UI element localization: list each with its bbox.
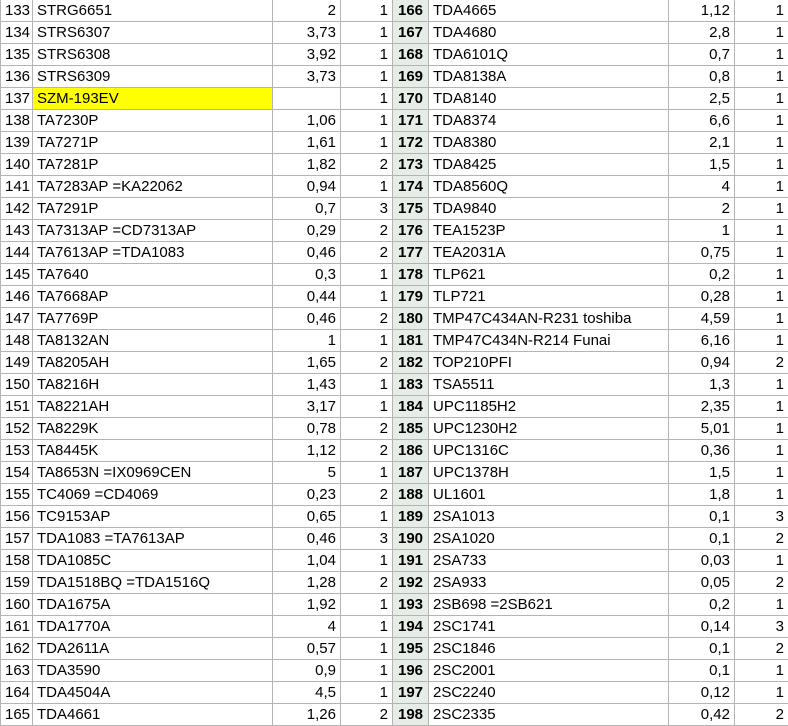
row-number-left: 156 — [1, 506, 33, 528]
row-number-left: 155 — [1, 484, 33, 506]
quantity-cell-right[interactable]: 1 — [735, 484, 788, 506]
part-name-cell-right[interactable]: TDA9840 — [429, 198, 669, 220]
row-number-right: 186 — [393, 440, 429, 462]
quantity-cell-right[interactable]: 2 — [735, 572, 788, 594]
price-cell-left[interactable]: 1,26 — [273, 704, 341, 726]
price-cell-right[interactable]: 1,3 — [669, 374, 735, 396]
price-cell-left[interactable]: 1,06 — [273, 110, 341, 132]
part-name-cell-left[interactable]: TDA2611A — [33, 638, 273, 660]
part-name-cell-left[interactable]: TA7291P — [33, 198, 273, 220]
table-row — [1, 682, 788, 704]
quantity-cell-left[interactable]: 2 — [341, 440, 393, 462]
row-number-right: 185 — [393, 418, 429, 440]
quantity-cell-left[interactable]: 2 — [341, 308, 393, 330]
quantity-cell-left[interactable]: 2 — [341, 154, 393, 176]
table-row — [1, 88, 788, 110]
part-name-cell-right[interactable]: UPC1378H — [429, 462, 669, 484]
part-name-cell-right[interactable]: 2SA1013 — [429, 506, 669, 528]
quantity-cell-right[interactable]: 1 — [735, 22, 788, 44]
part-name-cell-right[interactable]: UPC1230H2 — [429, 418, 669, 440]
quantity-cell-right[interactable]: 1 — [735, 418, 788, 440]
quantity-cell-left[interactable]: 1 — [341, 462, 393, 484]
price-cell-left[interactable]: 2 — [273, 0, 341, 22]
quantity-cell-right[interactable]: 3 — [735, 616, 788, 638]
quantity-cell-right[interactable]: 1 — [735, 286, 788, 308]
price-cell-left[interactable]: 0,65 — [273, 506, 341, 528]
price-cell-left[interactable]: 0,78 — [273, 418, 341, 440]
part-name-cell-left[interactable]: TA8221AH — [33, 396, 273, 418]
row-number-left: 145 — [1, 264, 33, 286]
quantity-cell-left[interactable]: 2 — [341, 220, 393, 242]
part-name-cell-left[interactable]: TC9153AP — [33, 506, 273, 528]
table-row — [1, 22, 788, 44]
price-cell-right[interactable]: 1,5 — [669, 462, 735, 484]
row-number-right: 180 — [393, 308, 429, 330]
quantity-cell-left[interactable]: 1 — [341, 264, 393, 286]
quantity-cell-left[interactable]: 1 — [341, 616, 393, 638]
part-name-cell-left[interactable]: TA7668AP — [33, 286, 273, 308]
row-number-left: 138 — [1, 110, 33, 132]
price-cell-right[interactable]: 0,36 — [669, 440, 735, 462]
price-cell-left[interactable]: 0,23 — [273, 484, 341, 506]
row-number-right: 166 — [393, 0, 429, 22]
quantity-cell-right[interactable]: 1 — [735, 682, 788, 704]
row-number-left: 143 — [1, 220, 33, 242]
part-name-cell-right[interactable]: TEA2031A — [429, 242, 669, 264]
price-cell-right[interactable]: 2,35 — [669, 396, 735, 418]
price-cell-right[interactable]: 0,14 — [669, 616, 735, 638]
quantity-cell-right[interactable]: 1 — [735, 198, 788, 220]
row-number-right: 167 — [393, 22, 429, 44]
part-name-cell-right[interactable]: TDA8374 — [429, 110, 669, 132]
price-cell-right[interactable]: 0,8 — [669, 66, 735, 88]
row-number-left: 151 — [1, 396, 33, 418]
price-cell-left[interactable]: 0,94 — [273, 176, 341, 198]
row-number-right: 190 — [393, 528, 429, 550]
part-name-cell-right[interactable]: 2SB698 =2SB621 — [429, 594, 669, 616]
table-row — [1, 352, 788, 374]
quantity-cell-left[interactable]: 1 — [341, 374, 393, 396]
part-name-cell-right[interactable]: TDA8138A — [429, 66, 669, 88]
quantity-cell-left[interactable]: 1 — [341, 550, 393, 572]
table-row — [1, 220, 788, 242]
quantity-cell-left[interactable]: 1 — [341, 132, 393, 154]
row-number-right: 171 — [393, 110, 429, 132]
row-number-left: 157 — [1, 528, 33, 550]
row-number-right: 172 — [393, 132, 429, 154]
price-cell-left[interactable]: 5 — [273, 462, 341, 484]
table-row — [1, 638, 788, 660]
row-number-right: 192 — [393, 572, 429, 594]
quantity-cell-left[interactable]: 1 — [341, 110, 393, 132]
row-number-left: 144 — [1, 242, 33, 264]
row-number-left: 148 — [1, 330, 33, 352]
quantity-cell-right[interactable]: 1 — [735, 110, 788, 132]
price-cell-right[interactable]: 0,42 — [669, 704, 735, 726]
part-name-cell-right[interactable]: 2SA1020 — [429, 528, 669, 550]
price-cell-right[interactable]: 0,1 — [669, 660, 735, 682]
price-cell-right[interactable]: 2,5 — [669, 88, 735, 110]
part-name-cell-right[interactable]: 2SA733 — [429, 550, 669, 572]
table-row — [1, 594, 788, 616]
part-name-cell-right[interactable]: TDA4665 — [429, 0, 669, 22]
quantity-cell-right[interactable]: 1 — [735, 66, 788, 88]
quantity-cell-left[interactable]: 2 — [341, 572, 393, 594]
part-name-cell-left[interactable]: TDA1085C — [33, 550, 273, 572]
row-number-left: 160 — [1, 594, 33, 616]
quantity-cell-left[interactable]: 1 — [341, 0, 393, 22]
price-cell-left[interactable]: 4 — [273, 616, 341, 638]
price-cell-left[interactable]: 3,73 — [273, 22, 341, 44]
price-cell-left[interactable]: 0,46 — [273, 528, 341, 550]
row-number-left: 154 — [1, 462, 33, 484]
part-name-cell-right[interactable]: TMP47C434N-R214 Funai — [429, 330, 669, 352]
quantity-cell-right[interactable]: 1 — [735, 220, 788, 242]
quantity-cell-right[interactable]: 1 — [735, 132, 788, 154]
price-cell-left[interactable]: 1 — [273, 330, 341, 352]
quantity-cell-right[interactable]: 1 — [735, 440, 788, 462]
part-name-cell-left[interactable]: TA7640 — [33, 264, 273, 286]
row-number-left: 165 — [1, 704, 33, 726]
quantity-cell-left[interactable]: 1 — [341, 88, 393, 110]
price-cell-right[interactable]: 6,6 — [669, 110, 735, 132]
price-cell-right[interactable]: 0,1 — [669, 506, 735, 528]
part-name-cell-left[interactable]: TDA4504A — [33, 682, 273, 704]
quantity-cell-left[interactable]: 1 — [341, 22, 393, 44]
part-name-cell-left[interactable]: TDA3590 — [33, 660, 273, 682]
row-number-right: 187 — [393, 462, 429, 484]
row-number-right: 176 — [393, 220, 429, 242]
table-row — [1, 660, 788, 682]
row-number-left: 140 — [1, 154, 33, 176]
row-number-right: 196 — [393, 660, 429, 682]
row-number-right: 179 — [393, 286, 429, 308]
table-row — [1, 308, 788, 330]
quantity-cell-left[interactable]: 1 — [341, 506, 393, 528]
price-cell-left[interactable]: 1,43 — [273, 374, 341, 396]
price-cell-right[interactable]: 0,05 — [669, 572, 735, 594]
row-number-left: 134 — [1, 22, 33, 44]
price-cell-right[interactable]: 4,59 — [669, 308, 735, 330]
row-number-right: 193 — [393, 594, 429, 616]
quantity-cell-right[interactable]: 2 — [735, 352, 788, 374]
price-cell-right[interactable]: 0,2 — [669, 594, 735, 616]
table-row — [1, 396, 788, 418]
table-row — [1, 330, 788, 352]
row-number-right: 195 — [393, 638, 429, 660]
price-cell-right[interactable]: 0,94 — [669, 352, 735, 374]
table-row — [1, 176, 788, 198]
price-cell-left[interactable]: 0,29 — [273, 220, 341, 242]
part-name-cell-left[interactable]: TA8132AN — [33, 330, 273, 352]
part-name-cell-left[interactable]: TA7613AP =TDA1083 — [33, 242, 273, 264]
part-name-cell-left[interactable]: TA8205AH — [33, 352, 273, 374]
quantity-cell-right[interactable]: 1 — [735, 308, 788, 330]
price-cell-left[interactable]: 0,7 — [273, 198, 341, 220]
table-body — [1, 0, 788, 726]
quantity-cell-right[interactable]: 1 — [735, 396, 788, 418]
part-name-cell-right[interactable]: 2SC1846 — [429, 638, 669, 660]
row-number-left: 152 — [1, 418, 33, 440]
table-row — [1, 44, 788, 66]
price-cell-right[interactable]: 4 — [669, 176, 735, 198]
part-name-cell-left[interactable]: STRG6651 — [33, 0, 273, 22]
row-number-left: 142 — [1, 198, 33, 220]
price-cell-left[interactable]: 0,46 — [273, 308, 341, 330]
price-cell-left[interactable]: 3,73 — [273, 66, 341, 88]
table-row — [1, 440, 788, 462]
table-row — [1, 374, 788, 396]
quantity-cell-right[interactable]: 1 — [735, 176, 788, 198]
part-name-cell-left[interactable]: TA7271P — [33, 132, 273, 154]
table-row — [1, 0, 788, 22]
quantity-cell-right[interactable]: 2 — [735, 638, 788, 660]
quantity-cell-right[interactable]: 1 — [735, 594, 788, 616]
price-cell-left[interactable]: 0,9 — [273, 660, 341, 682]
table-row — [1, 704, 788, 726]
row-number-right: 170 — [393, 88, 429, 110]
part-name-cell-left[interactable]: TDA1675A — [33, 594, 273, 616]
quantity-cell-left[interactable]: 1 — [341, 66, 393, 88]
price-cell-left[interactable]: 1,28 — [273, 572, 341, 594]
price-cell-right[interactable]: 0,75 — [669, 242, 735, 264]
quantity-cell-right[interactable]: 1 — [735, 374, 788, 396]
row-number-left: 141 — [1, 176, 33, 198]
table-row — [1, 572, 788, 594]
part-name-cell-right[interactable]: TLP621 — [429, 264, 669, 286]
table-row — [1, 242, 788, 264]
part-name-cell-right[interactable]: TDA8425 — [429, 154, 669, 176]
price-cell-right[interactable]: 0,03 — [669, 550, 735, 572]
price-cell-left[interactable]: 0,3 — [273, 264, 341, 286]
part-name-cell-left[interactable]: TA8445K — [33, 440, 273, 462]
quantity-cell-right[interactable]: 2 — [735, 704, 788, 726]
quantity-cell-left[interactable]: 1 — [341, 44, 393, 66]
price-cell-left[interactable]: 3,17 — [273, 396, 341, 418]
price-cell-right[interactable]: 0,12 — [669, 682, 735, 704]
table-row — [1, 484, 788, 506]
row-number-right: 198 — [393, 704, 429, 726]
price-cell-right[interactable]: 2 — [669, 198, 735, 220]
row-number-right: 188 — [393, 484, 429, 506]
part-name-cell-right[interactable]: 2SC2240 — [429, 682, 669, 704]
row-number-left: 153 — [1, 440, 33, 462]
quantity-cell-right[interactable]: 1 — [735, 330, 788, 352]
part-name-cell-left[interactable]: STRS6307 — [33, 22, 273, 44]
part-name-cell-left[interactable]: TA7230P — [33, 110, 273, 132]
row-number-right: 174 — [393, 176, 429, 198]
price-cell-right[interactable]: 0,2 — [669, 264, 735, 286]
row-number-left: 164 — [1, 682, 33, 704]
quantity-cell-right[interactable]: 3 — [735, 506, 788, 528]
row-number-left: 139 — [1, 132, 33, 154]
price-cell-left[interactable]: 0,44 — [273, 286, 341, 308]
part-name-cell-left[interactable]: TA7769P — [33, 308, 273, 330]
table-row — [1, 616, 788, 638]
row-number-left: 135 — [1, 44, 33, 66]
price-cell-right[interactable]: 0,7 — [669, 44, 735, 66]
part-name-cell-right[interactable]: TOP210PFI — [429, 352, 669, 374]
part-name-cell-left[interactable]: TA7313AP =CD7313AP — [33, 220, 273, 242]
part-name-cell-left[interactable]: TA8229K — [33, 418, 273, 440]
quantity-cell-right[interactable]: 1 — [735, 44, 788, 66]
price-cell-left[interactable]: 1,82 — [273, 154, 341, 176]
price-cell-right[interactable]: 6,16 — [669, 330, 735, 352]
quantity-cell-left[interactable]: 1 — [341, 682, 393, 704]
part-name-cell-right[interactable]: TSA5511 — [429, 374, 669, 396]
table-row — [1, 198, 788, 220]
table-row — [1, 154, 788, 176]
row-number-right: 183 — [393, 374, 429, 396]
row-number-left: 133 — [1, 0, 33, 22]
quantity-cell-right[interactable]: 1 — [735, 264, 788, 286]
table-row — [1, 286, 788, 308]
table-row — [1, 528, 788, 550]
row-number-left: 158 — [1, 550, 33, 572]
quantity-cell-right[interactable]: 2 — [735, 528, 788, 550]
quantity-cell-right[interactable]: 1 — [735, 0, 788, 22]
part-name-cell-right[interactable]: TDA8560Q — [429, 176, 669, 198]
table-row — [1, 132, 788, 154]
row-number-left: 149 — [1, 352, 33, 374]
table-row — [1, 110, 788, 132]
table-row — [1, 462, 788, 484]
part-name-cell-right[interactable]: TLP721 — [429, 286, 669, 308]
row-number-right: 197 — [393, 682, 429, 704]
row-number-right: 168 — [393, 44, 429, 66]
price-cell-right[interactable]: 1,12 — [669, 0, 735, 22]
part-name-cell-left[interactable]: TC4069 =CD4069 — [33, 484, 273, 506]
table-row — [1, 506, 788, 528]
price-cell-right[interactable]: 1 — [669, 220, 735, 242]
part-name-cell-right[interactable]: TMP47C434AN-R231 toshiba — [429, 308, 669, 330]
quantity-cell-right[interactable]: 1 — [735, 462, 788, 484]
price-cell-right[interactable]: 0,1 — [669, 528, 735, 550]
price-cell-left[interactable]: 1,12 — [273, 440, 341, 462]
part-name-cell-right[interactable]: TEA1523P — [429, 220, 669, 242]
quantity-cell-left[interactable]: 1 — [341, 176, 393, 198]
part-name-cell-left[interactable]: STRS6308 — [33, 44, 273, 66]
part-name-cell-right[interactable]: 2SC2001 — [429, 660, 669, 682]
price-cell-left[interactable]: 4,5 — [273, 682, 341, 704]
part-name-cell-left[interactable]: TDA1083 =TA7613AP — [33, 528, 273, 550]
price-cell-right[interactable]: 2,1 — [669, 132, 735, 154]
price-cell-right[interactable]: 0,1 — [669, 638, 735, 660]
row-number-right: 191 — [393, 550, 429, 572]
quantity-cell-left[interactable]: 1 — [341, 594, 393, 616]
part-name-cell-left[interactable]: TDA1770A — [33, 616, 273, 638]
part-name-cell-right[interactable]: 2SC2335 — [429, 704, 669, 726]
row-number-right: 194 — [393, 616, 429, 638]
part-name-cell-right[interactable]: TDA8140 — [429, 88, 669, 110]
price-cell-right[interactable]: 5,01 — [669, 418, 735, 440]
table-row — [1, 264, 788, 286]
part-name-cell-left[interactable]: TA8216H — [33, 374, 273, 396]
price-cell-left[interactable]: 1,61 — [273, 132, 341, 154]
row-number-left: 137 — [1, 88, 33, 110]
part-name-cell-right[interactable]: TDA4680 — [429, 22, 669, 44]
quantity-cell-right[interactable]: 1 — [735, 154, 788, 176]
price-cell-left[interactable]: 0,46 — [273, 242, 341, 264]
quantity-cell-left[interactable]: 1 — [341, 286, 393, 308]
price-cell-left[interactable]: 0,57 — [273, 638, 341, 660]
price-cell-left[interactable]: 3,92 — [273, 44, 341, 66]
part-name-cell-right[interactable]: TDA6101Q — [429, 44, 669, 66]
row-number-left: 159 — [1, 572, 33, 594]
row-number-left: 162 — [1, 638, 33, 660]
quantity-cell-left[interactable]: 2 — [341, 352, 393, 374]
row-number-right: 181 — [393, 330, 429, 352]
row-number-left: 146 — [1, 286, 33, 308]
row-number-right: 173 — [393, 154, 429, 176]
quantity-cell-right[interactable]: 1 — [735, 660, 788, 682]
table-row — [1, 66, 788, 88]
part-name-cell-left[interactable]: TA7281P — [33, 154, 273, 176]
quantity-cell-left[interactable]: 1 — [341, 396, 393, 418]
quantity-cell-left[interactable]: 1 — [341, 660, 393, 682]
row-number-left: 163 — [1, 660, 33, 682]
price-cell-left[interactable] — [273, 88, 341, 110]
table-row — [1, 418, 788, 440]
price-cell-right[interactable]: 1,8 — [669, 484, 735, 506]
price-cell-left[interactable]: 1,65 — [273, 352, 341, 374]
part-name-cell-left[interactable]: TDA4661 — [33, 704, 273, 726]
part-name-cell-left[interactable]: TA8653N =IX0969CEN — [33, 462, 273, 484]
quantity-cell-right[interactable]: 1 — [735, 242, 788, 264]
quantity-cell-right[interactable]: 1 — [735, 88, 788, 110]
row-number-left: 136 — [1, 66, 33, 88]
quantity-cell-left[interactable]: 2 — [341, 418, 393, 440]
row-number-right: 169 — [393, 66, 429, 88]
part-name-cell-left[interactable]: TDA1518BQ =TDA1516Q — [33, 572, 273, 594]
part-name-cell-right[interactable]: 2SA933 — [429, 572, 669, 594]
price-cell-right[interactable]: 1,5 — [669, 154, 735, 176]
quantity-cell-left[interactable]: 3 — [341, 198, 393, 220]
quantity-cell-left[interactable]: 2 — [341, 242, 393, 264]
part-name-cell-left[interactable]: STRS6309 — [33, 66, 273, 88]
part-name-cell-left[interactable]: SZM-193EV — [33, 88, 273, 110]
row-number-right: 189 — [393, 506, 429, 528]
quantity-cell-left[interactable]: 1 — [341, 330, 393, 352]
quantity-cell-left[interactable]: 1 — [341, 638, 393, 660]
quantity-cell-left[interactable]: 2 — [341, 484, 393, 506]
row-number-right: 177 — [393, 242, 429, 264]
table-row — [1, 550, 788, 572]
price-cell-left[interactable]: 1,04 — [273, 550, 341, 572]
part-name-cell-right[interactable]: 2SC1741 — [429, 616, 669, 638]
row-number-right: 178 — [393, 264, 429, 286]
part-name-cell-right[interactable]: TDA8380 — [429, 132, 669, 154]
price-cell-right[interactable]: 2,8 — [669, 22, 735, 44]
part-name-cell-right[interactable]: UPC1316C — [429, 440, 669, 462]
row-number-right: 182 — [393, 352, 429, 374]
row-number-right: 184 — [393, 396, 429, 418]
quantity-cell-left[interactable]: 3 — [341, 528, 393, 550]
part-name-cell-right[interactable]: UL1601 — [429, 484, 669, 506]
row-number-left: 161 — [1, 616, 33, 638]
part-name-cell-left[interactable]: TA7283AP =KA22062 — [33, 176, 273, 198]
row-number-right: 175 — [393, 198, 429, 220]
row-number-left: 147 — [1, 308, 33, 330]
price-cell-left[interactable]: 1,92 — [273, 594, 341, 616]
price-cell-right[interactable]: 0,28 — [669, 286, 735, 308]
quantity-cell-left[interactable]: 2 — [341, 704, 393, 726]
part-name-cell-right[interactable]: UPC1185H2 — [429, 396, 669, 418]
row-number-left: 150 — [1, 374, 33, 396]
quantity-cell-right[interactable]: 1 — [735, 550, 788, 572]
